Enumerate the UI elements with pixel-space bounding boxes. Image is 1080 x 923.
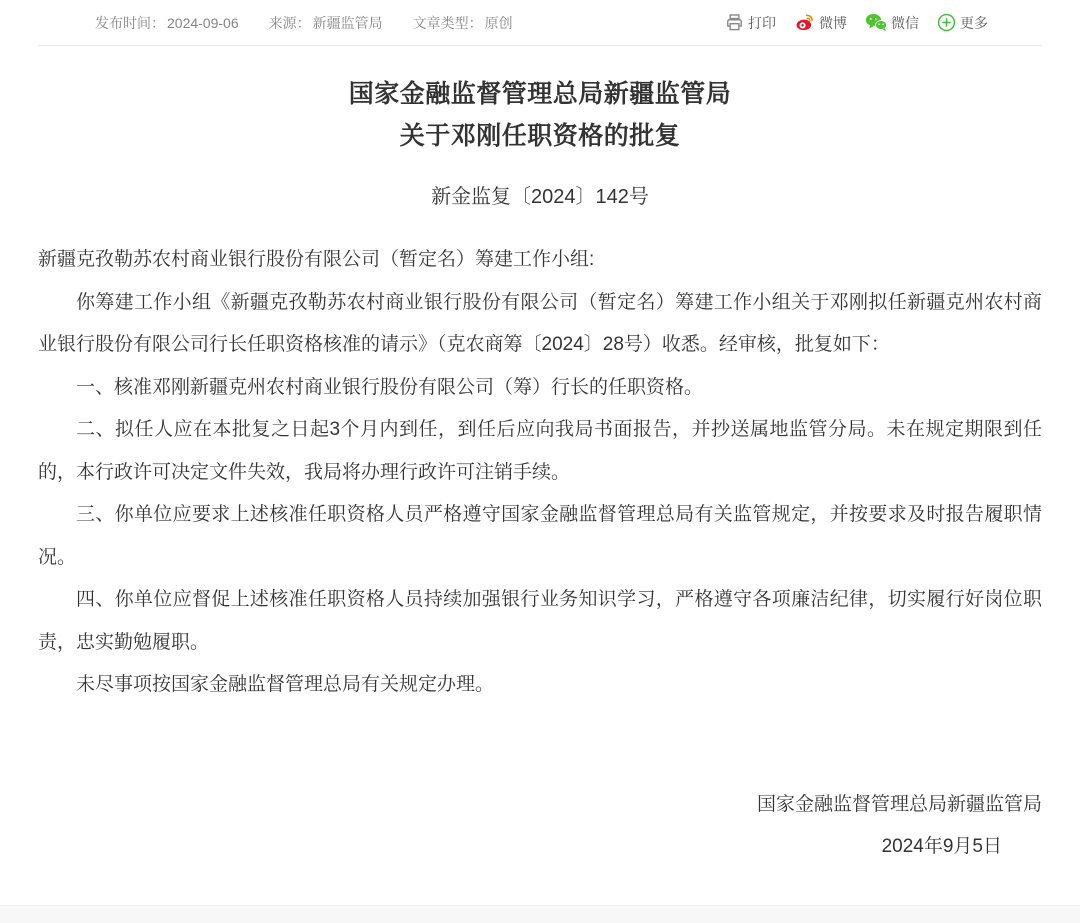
document-number: 新金监复〔2024〕142号: [431, 186, 649, 208]
print-label: 打印: [748, 14, 776, 31]
article-type: [413, 13, 513, 33]
article-source-label: 来源：: [268, 14, 311, 31]
document-title-line1: 国家金融监督管理总局新疆监管局: [348, 80, 732, 108]
print-button[interactable]: [725, 13, 776, 33]
weibo-label: 微博: [819, 14, 847, 31]
share-weibo-button[interactable]: [794, 12, 847, 33]
article-source: [269, 13, 383, 33]
wechat-icon: [865, 13, 887, 32]
signature-date: 2024年9月5日: [881, 835, 1002, 857]
article-source-value: 新疆监管局: [312, 14, 383, 31]
article-meta-bar: [0, 0, 1080, 45]
publish-time: [95, 13, 239, 33]
more-label: 更多: [960, 14, 988, 31]
paragraph-item-4: 四、你单位应督促上述核准任职资格人员持续加强银行业务知识学习，严格遵守各项廉洁纪律，切实履行好岗位职责，忠实勤勉履职。: [38, 589, 1042, 653]
publish-time-value: 2024-09-06: [167, 14, 239, 31]
printer-icon: [725, 13, 744, 32]
article-type-label: 文章类型：: [412, 14, 483, 31]
document-body: [0, 73, 1080, 868]
article-actions: [725, 12, 988, 33]
plus-circle-icon: [937, 13, 956, 32]
article-type-value: 原创: [484, 14, 513, 31]
header-divider: [38, 45, 1042, 46]
paragraph-item-1: 一、核准邓刚新疆克州农村商业银行股份有限公司（筹）行长的任职资格。: [76, 376, 704, 398]
paragraph-item-2: 二、拟任人应在本批复之日起3个月内到任，到任后应向我局书面报告，并抄送属地监管分局。未在规定期限到任的，本行政许可决定文件失效，我局将办理行政许可注销手续。: [38, 419, 1042, 483]
document-title: [38, 73, 1042, 157]
paragraph-closing: 未尽事项按国家金融监督管理总局有关规定办理。: [76, 674, 495, 695]
article-meta-info: [95, 13, 513, 33]
weibo-icon: [794, 12, 815, 33]
wechat-label: 微信: [891, 14, 919, 31]
bottom-strip: [0, 905, 1080, 923]
signature-org: 国家金融监督管理总局新疆监管局: [756, 793, 1042, 815]
share-more-button[interactable]: [937, 13, 988, 33]
paragraph-intro: 你筹建工作小组《新疆克孜勒苏农村商业银行股份有限公司（暂定名）筹建工作小组关于邓刚拟任新疆克州农村商业银行股份有限公司行长任职资格核准的请示》（克农商筹〔2024〕28号）收悉。经审核，批复如下：: [38, 291, 1042, 355]
paragraph-item-3: 三、你单位应要求上述核准任职资格人员严格遵守国家金融监督管理总局有关监管规定，并按要求及时报告履职情况。: [38, 504, 1042, 568]
document-content: [38, 239, 1042, 707]
signature-block: [38, 784, 1042, 868]
publish-time-label: 发布时间：: [95, 14, 165, 31]
paragraph-salutation: 新疆克孜勒苏农村商业银行股份有限公司（暂定名）筹建工作小组:: [38, 249, 595, 270]
document-title-line2: 关于邓刚任职资格的批复: [399, 122, 681, 150]
share-wechat-button[interactable]: [865, 13, 919, 33]
